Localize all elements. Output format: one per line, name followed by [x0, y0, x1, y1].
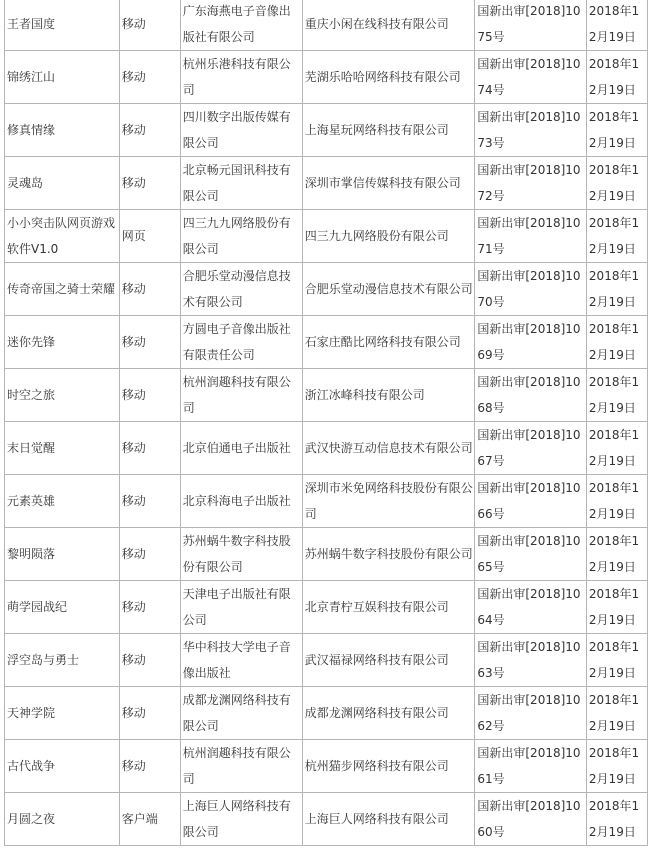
approval-date-cell: 2018年12月19日 — [586, 687, 647, 740]
table-row — [5, 634, 648, 687]
approval-number-cell: 国新出审[2018]1066号 — [475, 475, 587, 528]
operator-cell: 成都龙渊网络科技有限公司 — [302, 687, 475, 740]
approval-number-cell: 国新出审[2018]1062号 — [475, 687, 587, 740]
publisher-cell: 四川数字出版传媒有限公司 — [180, 104, 302, 157]
publisher-cell: 杭州乐港科技有限公司 — [180, 51, 302, 104]
approval-number-cell: 国新出审[2018]1060号 — [475, 793, 587, 846]
table-row — [5, 422, 648, 475]
approval-date-cell: 2018年12月19日 — [586, 51, 647, 104]
table-row — [5, 475, 648, 528]
table-row — [5, 581, 648, 634]
approval-date-cell: 2018年12月19日 — [586, 581, 647, 634]
approval-number-cell: 国新出审[2018]1069号 — [475, 316, 587, 369]
table-row — [5, 528, 648, 581]
publisher-cell: 华中科技大学电子音像出版社 — [180, 634, 302, 687]
game-name-cell: 末日觉醒 — [5, 422, 120, 475]
operator-cell: 武汉快游互动信息技术有限公司 — [302, 422, 475, 475]
publisher-cell: 北京伯通电子出版社 — [180, 422, 302, 475]
category-cell: 移动 — [119, 263, 180, 316]
table-row — [5, 210, 648, 263]
category-cell: 客户端 — [119, 793, 180, 846]
game-name-cell: 迷你先锋 — [5, 316, 120, 369]
approval-number-cell: 国新出审[2018]1064号 — [475, 581, 587, 634]
game-name-cell: 灵魂岛 — [5, 157, 120, 210]
category-cell: 移动 — [119, 369, 180, 422]
category-cell: 移动 — [119, 104, 180, 157]
table-row — [5, 157, 648, 210]
game-name-cell: 古代战争 — [5, 740, 120, 793]
approval-date-cell: 2018年12月19日 — [586, 0, 647, 51]
publisher-cell: 成都龙渊网络科技有限公司 — [180, 687, 302, 740]
operator-cell: 浙江冰峰科技有限公司 — [302, 369, 475, 422]
operator-cell: 上海巨人网络科技有限公司 — [302, 793, 475, 846]
game-name-cell: 黎明陨落 — [5, 528, 120, 581]
game-name-cell: 萌学园战纪 — [5, 581, 120, 634]
category-cell: 移动 — [119, 422, 180, 475]
operator-cell: 上海星玩网络科技有限公司 — [302, 104, 475, 157]
game-name-cell: 元素英雄 — [5, 475, 120, 528]
operator-cell: 四三九九网络股份有限公司 — [302, 210, 475, 263]
category-cell: 移动 — [119, 157, 180, 210]
publisher-cell: 合肥乐堂动漫信息技术有限公司 — [180, 263, 302, 316]
publisher-cell: 四三九九网络股份有限公司 — [180, 210, 302, 263]
approval-date-cell: 2018年12月19日 — [586, 369, 647, 422]
publisher-cell: 广东海燕电子音像出版社有限公司 — [180, 0, 302, 51]
category-cell: 移动 — [119, 475, 180, 528]
approval-number-cell: 国新出审[2018]1063号 — [475, 634, 587, 687]
approval-number-cell: 国新出审[2018]1073号 — [475, 104, 587, 157]
table-row — [5, 316, 648, 369]
category-cell: 移动 — [119, 740, 180, 793]
approval-number-cell: 国新出审[2018]1070号 — [475, 263, 587, 316]
game-name-cell: 天神学院 — [5, 687, 120, 740]
approval-date-cell: 2018年12月19日 — [586, 210, 647, 263]
category-cell: 移动 — [119, 0, 180, 51]
operator-cell: 深圳市掌信传媒科技有限公司 — [302, 157, 475, 210]
game-name-cell: 修真情缘 — [5, 104, 120, 157]
approval-number-cell: 国新出审[2018]1061号 — [475, 740, 587, 793]
game-name-cell: 传奇帝国之骑士荣耀 — [5, 263, 120, 316]
table-body — [5, 0, 648, 846]
approval-date-cell: 2018年12月19日 — [586, 528, 647, 581]
game-approval-table — [4, 0, 648, 846]
publisher-cell: 天津电子出版社有限公司 — [180, 581, 302, 634]
approval-date-cell: 2018年12月19日 — [586, 263, 647, 316]
operator-cell: 深圳市米免网络科技股份有限公司 — [302, 475, 475, 528]
publisher-cell: 北京畅元国讯科技有限公司 — [180, 157, 302, 210]
operator-cell: 苏州蜗牛数字科技股份有限公司 — [302, 528, 475, 581]
publisher-cell: 苏州蜗牛数字科技股份有限公司 — [180, 528, 302, 581]
approval-number-cell: 国新出审[2018]1065号 — [475, 528, 587, 581]
game-name-cell: 时空之旅 — [5, 369, 120, 422]
category-cell: 网页 — [119, 210, 180, 263]
publisher-cell: 北京科海电子出版社 — [180, 475, 302, 528]
category-cell: 移动 — [119, 581, 180, 634]
approval-number-cell: 国新出审[2018]1074号 — [475, 51, 587, 104]
approval-date-cell: 2018年12月19日 — [586, 634, 647, 687]
publisher-cell: 杭州润趣科技有限公司 — [180, 369, 302, 422]
table-row — [5, 687, 648, 740]
category-cell: 移动 — [119, 634, 180, 687]
category-cell: 移动 — [119, 528, 180, 581]
category-cell: 移动 — [119, 316, 180, 369]
operator-cell: 重庆小闲在线科技有限公司 — [302, 0, 475, 51]
approval-date-cell: 2018年12月19日 — [586, 104, 647, 157]
operator-cell: 杭州猫步网络科技有限公司 — [302, 740, 475, 793]
table-row — [5, 793, 648, 846]
approval-date-cell: 2018年12月19日 — [586, 422, 647, 475]
game-name-cell: 浮空岛与勇士 — [5, 634, 120, 687]
table-row — [5, 51, 648, 104]
operator-cell: 武汉福禄网络科技有限公司 — [302, 634, 475, 687]
game-name-cell: 月圆之夜 — [5, 793, 120, 846]
operator-cell: 芜湖乐哈哈网络科技有限公司 — [302, 51, 475, 104]
approval-date-cell: 2018年12月19日 — [586, 740, 647, 793]
table-row — [5, 104, 648, 157]
game-name-cell: 小小突击队网页游戏软件V1.0 — [5, 210, 120, 263]
approval-date-cell: 2018年12月19日 — [586, 157, 647, 210]
table-row — [5, 369, 648, 422]
approval-date-cell: 2018年12月19日 — [586, 475, 647, 528]
operator-cell: 合肥乐堂动漫信息技术有限公司 — [302, 263, 475, 316]
category-cell: 移动 — [119, 51, 180, 104]
table-row — [5, 0, 648, 51]
game-name-cell: 锦绣江山 — [5, 51, 120, 104]
approval-number-cell: 国新出审[2018]1075号 — [475, 0, 587, 51]
table-row — [5, 740, 648, 793]
table-row — [5, 263, 648, 316]
operator-cell: 北京青柠互娱科技有限公司 — [302, 581, 475, 634]
approval-number-cell: 国新出审[2018]1067号 — [475, 422, 587, 475]
approval-number-cell: 国新出审[2018]1068号 — [475, 369, 587, 422]
operator-cell: 石家庄酷比网络科技有限公司 — [302, 316, 475, 369]
publisher-cell: 方圆电子音像出版社有限责任公司 — [180, 316, 302, 369]
game-name-cell: 王者国度 — [5, 0, 120, 51]
approval-date-cell: 2018年12月19日 — [586, 316, 647, 369]
approval-date-cell: 2018年12月19日 — [586, 793, 647, 846]
publisher-cell: 上海巨人网络科技有限公司 — [180, 793, 302, 846]
category-cell: 移动 — [119, 687, 180, 740]
approval-number-cell: 国新出审[2018]1071号 — [475, 210, 587, 263]
approval-number-cell: 国新出审[2018]1072号 — [475, 157, 587, 210]
publisher-cell: 杭州润趣科技有限公司 — [180, 740, 302, 793]
